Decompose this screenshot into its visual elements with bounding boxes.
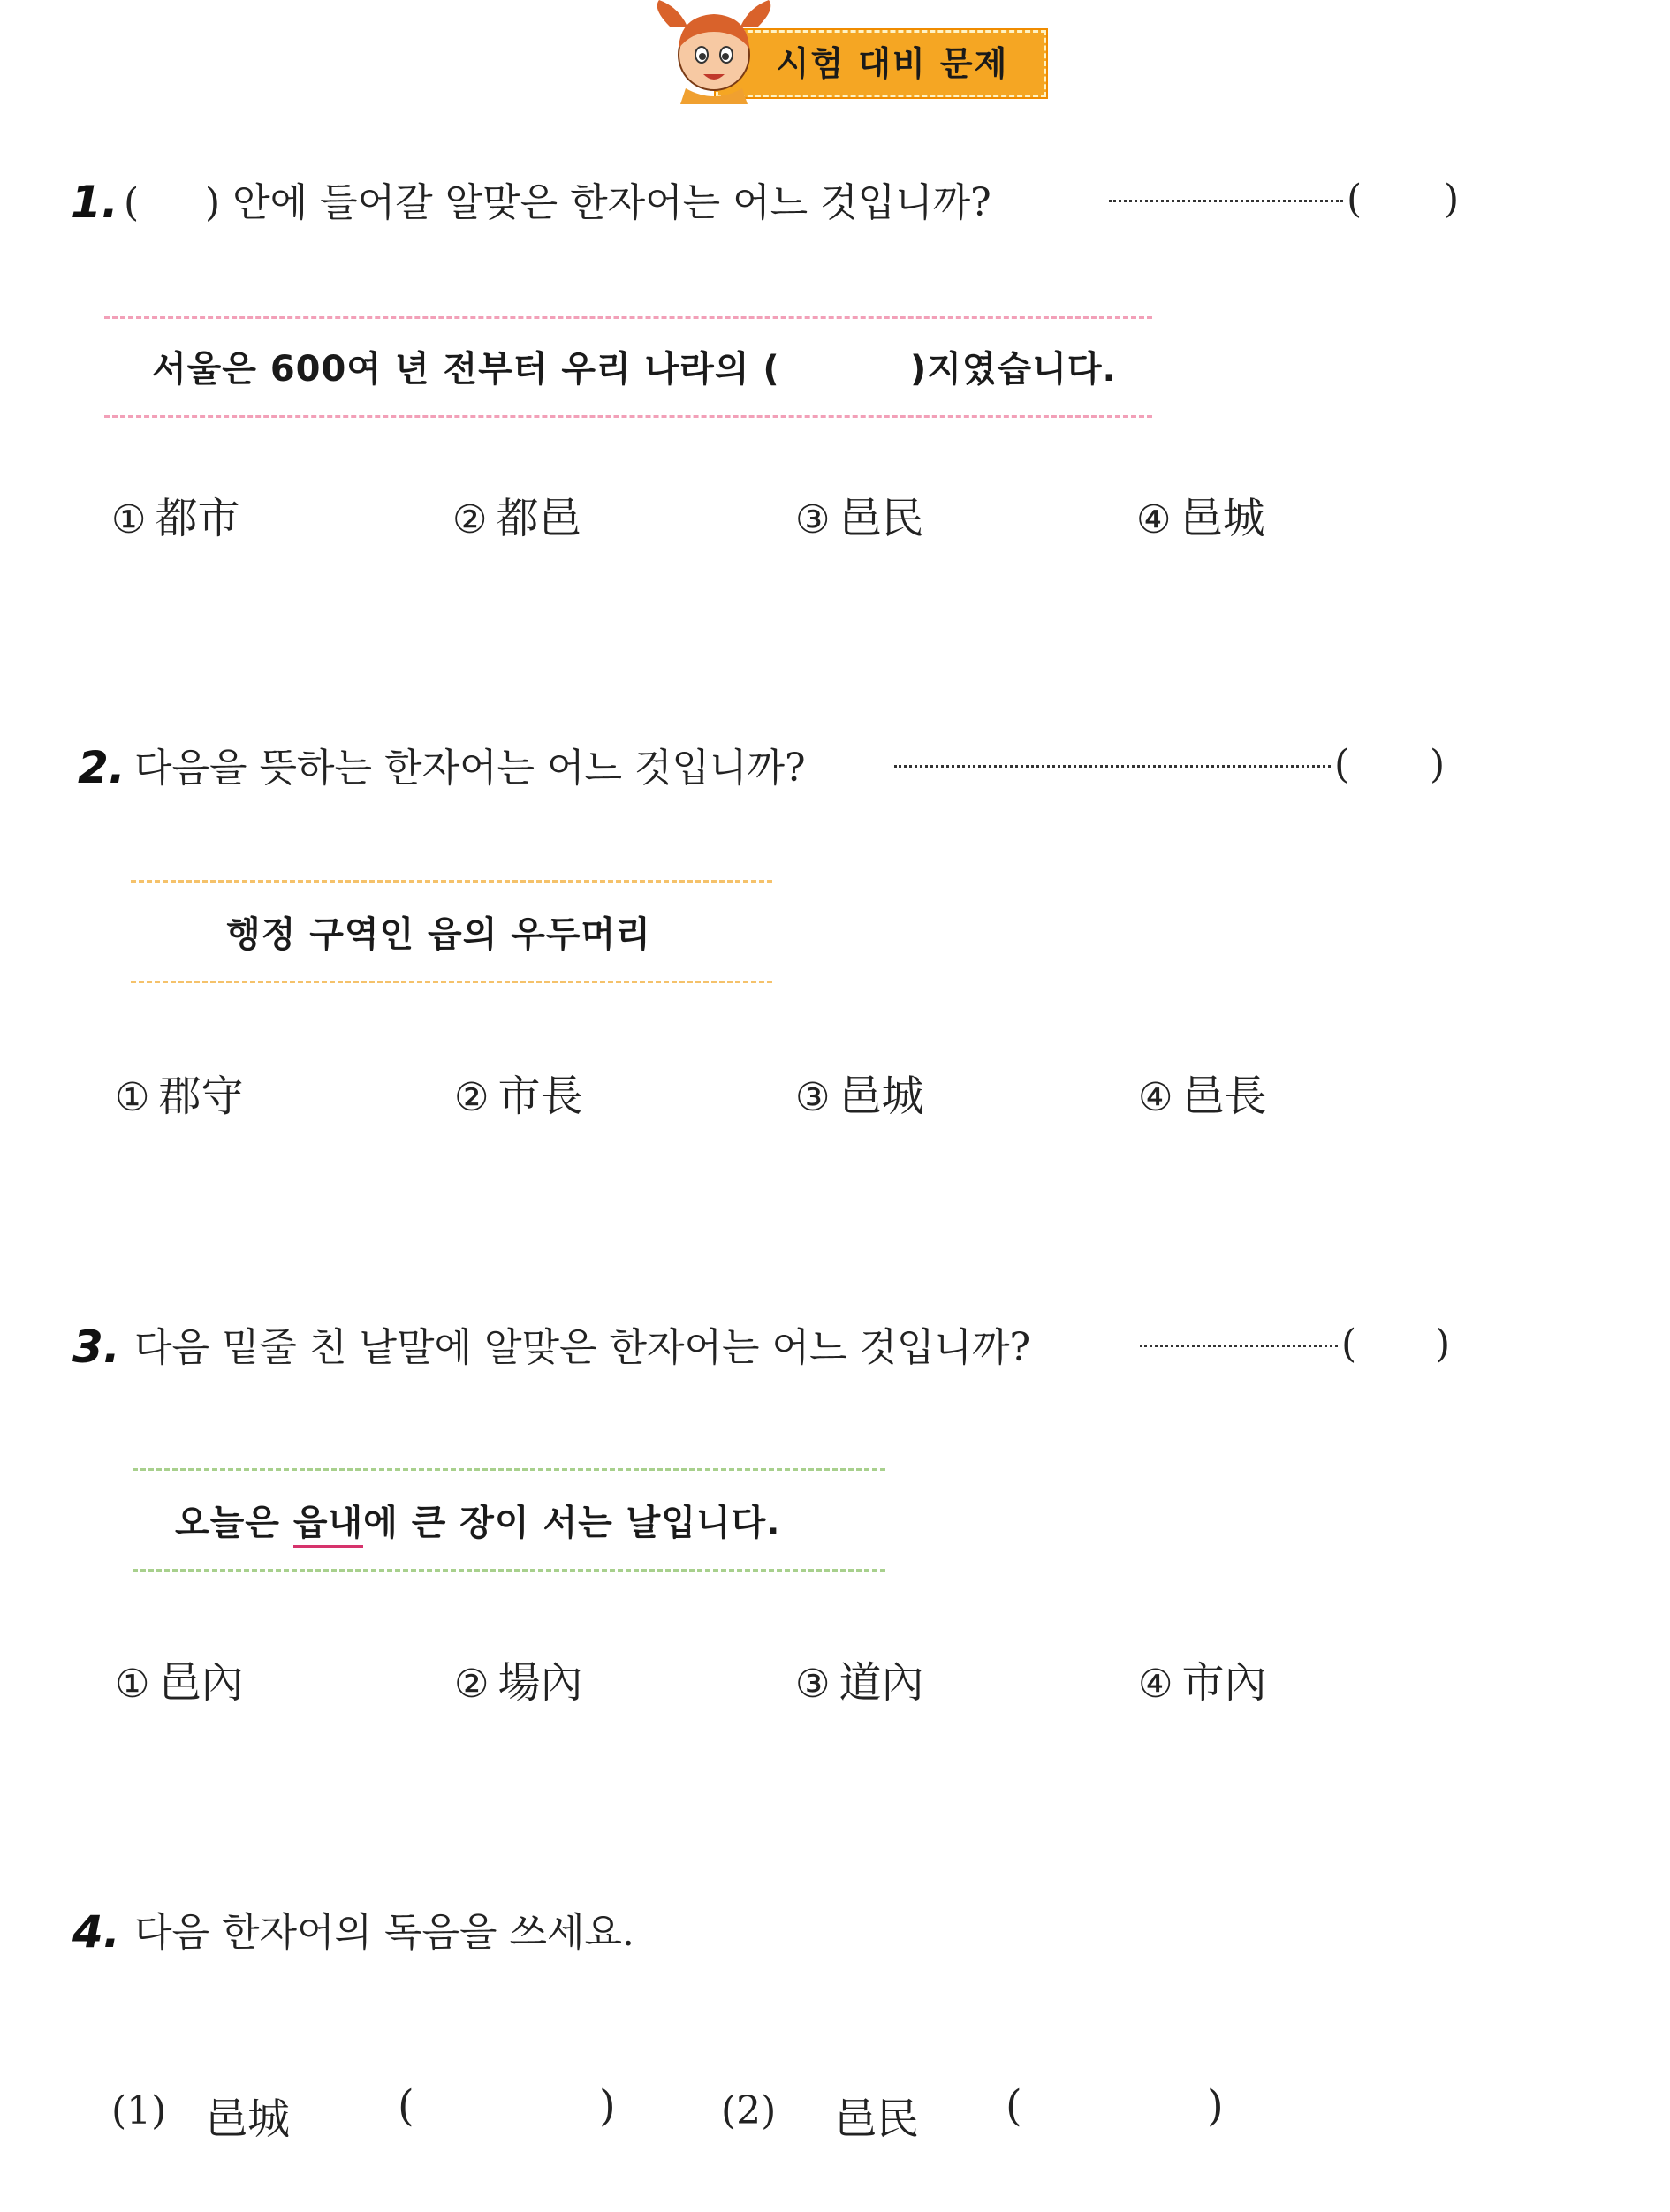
choice-label: 場內 bbox=[497, 1658, 583, 1708]
question-4-item-2-answer-close: ) bbox=[1207, 2081, 1224, 2131]
question-4-number: 4. bbox=[72, 1906, 120, 1958]
question-3-choice-1[interactable] bbox=[115, 1648, 243, 1709]
question-2-choice-4[interactable] bbox=[1138, 1062, 1266, 1123]
choice-number: ① bbox=[115, 1075, 150, 1120]
question-1-choice-3[interactable] bbox=[795, 484, 923, 545]
question-4-item-1-answer-open: ( bbox=[398, 2081, 414, 2131]
question-1-leader-dots bbox=[1109, 200, 1343, 202]
question-3-box-bottom-border bbox=[133, 1569, 885, 1572]
choice-number: ④ bbox=[1138, 1662, 1173, 1707]
choice-label: 郡守 bbox=[158, 1072, 244, 1121]
question-2-choice-2[interactable] bbox=[454, 1062, 582, 1123]
question-4-item-1-label: 邑城 bbox=[205, 2095, 291, 2144]
question-1-box-top-border bbox=[104, 316, 1152, 319]
question-2-text: 다음을 뜻하는 한자어는 어느 것입니까? bbox=[134, 746, 806, 791]
choice-label: 都邑 bbox=[496, 494, 581, 543]
question-4-item-2 bbox=[721, 2085, 785, 2134]
question-1-box-text-end: )지였습니다. bbox=[910, 349, 1117, 390]
mascot-girl-icon bbox=[652, 0, 776, 104]
item-number: (1) bbox=[111, 2088, 167, 2133]
question-3-box-text bbox=[175, 1495, 780, 1545]
choice-number: ② bbox=[452, 497, 488, 542]
choice-number: ② bbox=[454, 1075, 490, 1120]
page-title: 시험 대비 문제 bbox=[776, 44, 1009, 83]
question-3-text: 다음 밑줄 친 낱말에 알맞은 한자어는 어느 것입니까? bbox=[134, 1325, 1031, 1370]
question-3-choice-3[interactable] bbox=[795, 1648, 923, 1709]
question-3-number: 3. bbox=[72, 1322, 120, 1373]
question-4-item-1 bbox=[111, 2085, 175, 2134]
question-1-choice-2[interactable] bbox=[452, 484, 581, 545]
question-2-answer-close: ) bbox=[1430, 742, 1446, 787]
choice-label: 都市 bbox=[155, 494, 240, 543]
question-2-choice-3[interactable] bbox=[795, 1062, 923, 1123]
choice-label: 邑民 bbox=[839, 494, 924, 543]
question-3-choice-2[interactable] bbox=[454, 1648, 582, 1709]
question-3-answer-close: ) bbox=[1435, 1322, 1451, 1367]
choice-label: 邑長 bbox=[1181, 1072, 1267, 1121]
question-3-leader-dots bbox=[1140, 1345, 1338, 1347]
choice-number: ③ bbox=[795, 1075, 831, 1120]
choice-number: ① bbox=[111, 497, 147, 542]
item-number: (2) bbox=[721, 2088, 777, 2133]
question-1-number: 1. bbox=[71, 177, 118, 228]
question-1-text: ) 안에 들어갈 알맞은 한자어는 어느 것입니까? bbox=[205, 180, 991, 225]
question-2-box-top-border bbox=[131, 880, 772, 883]
choice-number: ④ bbox=[1138, 1075, 1173, 1120]
choice-number: ② bbox=[454, 1662, 490, 1707]
choice-label: 市內 bbox=[1181, 1658, 1267, 1708]
choice-label: 邑城 bbox=[839, 1072, 924, 1121]
question-2-box-text: 행정 구역인 읍의 우두머리 bbox=[226, 914, 651, 955]
question-2-number: 2. bbox=[78, 742, 125, 793]
question-2-choice-1[interactable] bbox=[115, 1062, 243, 1123]
choice-label: 道內 bbox=[839, 1658, 924, 1708]
question-1-answer-close: ) bbox=[1444, 177, 1460, 222]
choice-number: ④ bbox=[1136, 497, 1172, 542]
question-4-item-1-answer-close: ) bbox=[599, 2081, 616, 2131]
choice-label: 邑城 bbox=[1180, 494, 1265, 543]
question-4-text: 다음 한자어의 독음을 쓰세요. bbox=[134, 1910, 634, 1955]
question-1-box-text: 서울은 600여 년 전부터 우리 나라의 ( bbox=[152, 349, 780, 390]
question-3-answer-open: ( bbox=[1341, 1322, 1357, 1367]
question-1-box-bottom-border bbox=[104, 415, 1152, 418]
choice-label: 市長 bbox=[497, 1072, 583, 1121]
question-1-choice-4[interactable] bbox=[1136, 484, 1264, 545]
box-text-end: 에 큰 장이 서는 날입니다. bbox=[363, 1503, 781, 1543]
question-3-box-top-border bbox=[133, 1468, 885, 1471]
question-4-item-2-answer-open: ( bbox=[1006, 2081, 1022, 2131]
question-2-box-bottom-border bbox=[131, 981, 772, 983]
question-3-choice-4[interactable] bbox=[1138, 1648, 1266, 1709]
question-4-item-2-label: 邑民 bbox=[834, 2095, 920, 2144]
question-1-paren-open: ( bbox=[124, 180, 140, 225]
question-1-answer-open: ( bbox=[1347, 177, 1363, 222]
underlined-word: 읍내 bbox=[293, 1503, 363, 1548]
choice-number: ③ bbox=[795, 1662, 831, 1707]
box-text-start: 오늘은 bbox=[175, 1503, 293, 1543]
question-2-answer-open: ( bbox=[1334, 742, 1350, 787]
choice-number: ③ bbox=[795, 497, 831, 542]
choice-number: ① bbox=[115, 1662, 150, 1707]
question-1-choice-1[interactable] bbox=[111, 484, 239, 545]
question-2-leader-dots bbox=[894, 765, 1331, 768]
choice-label: 邑內 bbox=[158, 1658, 244, 1708]
